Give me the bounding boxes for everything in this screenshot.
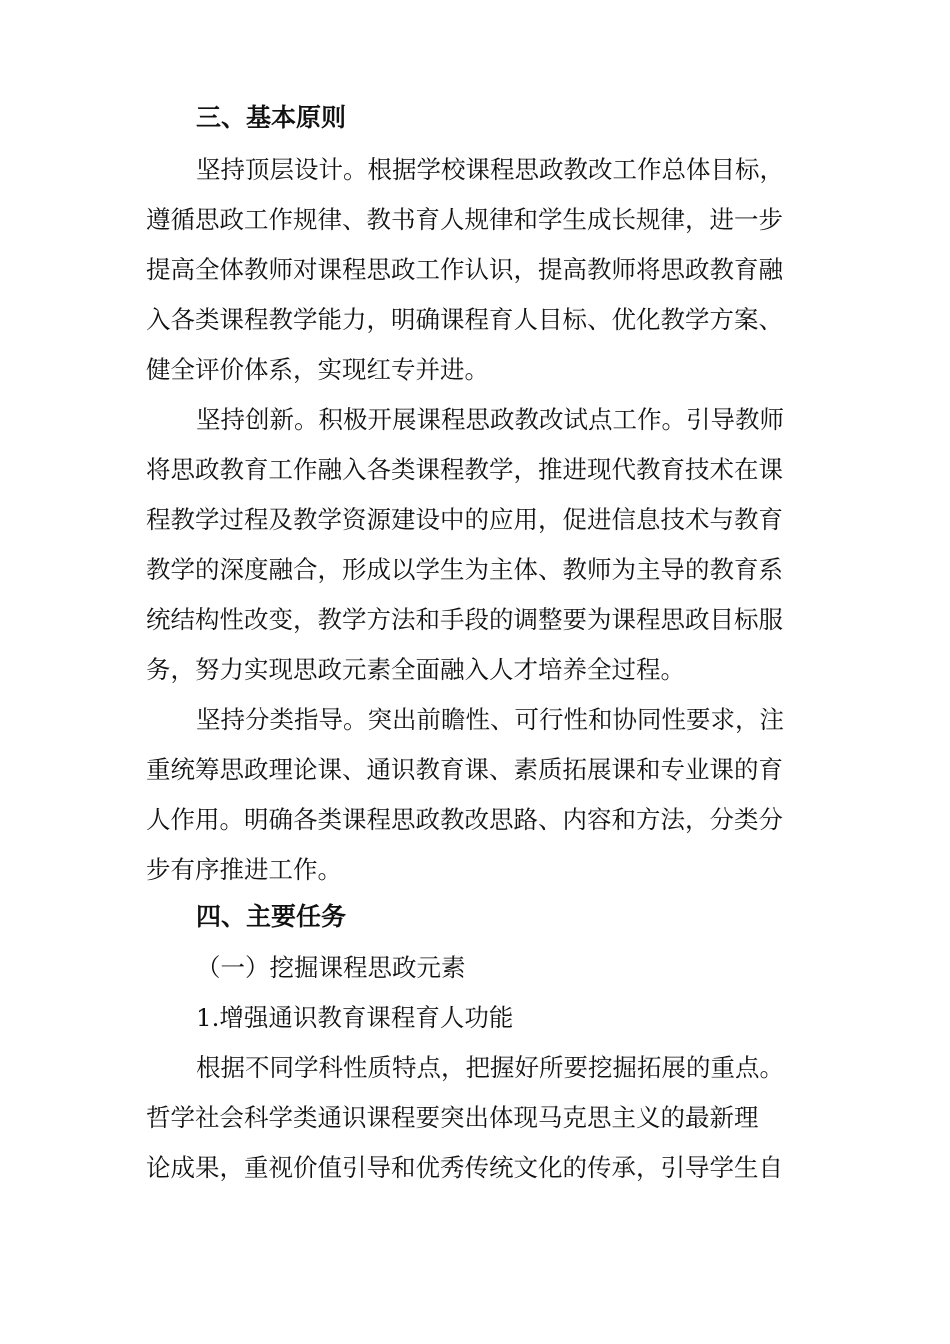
paragraph-line: 哲学社会科学类通识课程要突出体现马克思主义的最新理 [146, 1103, 759, 1132]
paragraph-line: 遵循思政工作规律、教书育人规律和学生成长规律，进一步 [146, 205, 783, 234]
paragraph-line: 健全评价体系，实现红专并进。 [146, 355, 489, 384]
section-heading-tasks: 四、主要任务 [196, 902, 347, 931]
paragraph-line: 根据不同学科性质特点，把握好所要挖掘拓展的重点。 [196, 1053, 784, 1082]
paragraph-line: 将思政教育工作融入各类课程教学，推进现代教育技术在课 [146, 455, 783, 484]
paragraph-line: 坚持顶层设计。根据学校课程思政教改工作总体目标， [196, 155, 784, 184]
paragraph-line: 论成果，重视价值引导和优秀传统文化的传承，引导学生自 [146, 1153, 783, 1182]
subsection-heading: （一）挖掘课程思政元素 [196, 953, 466, 982]
section-heading-principles: 三、基本原则 [196, 103, 347, 132]
paragraph-line: 入各类课程教学能力，明确课程育人目标、优化教学方案、 [146, 305, 783, 334]
paragraph-line: 提高全体教师对课程思政工作认识，提高教师将思政教育融 [146, 255, 783, 284]
paragraph-line: 重统筹思政理论课、通识教育课、素质拓展课和专业课的育 [146, 755, 783, 784]
paragraph-line: 坚持创新。积极开展课程思政教改试点工作。引导教师 [196, 405, 784, 434]
paragraph-line: 步有序推进工作。 [146, 855, 342, 884]
item-heading: 1.增强通识教育课程育人功能 [196, 1003, 514, 1032]
paragraph-line: 程教学过程及教学资源建设中的应用，促进信息技术与教育 [146, 505, 783, 534]
paragraph-line: 教学的深度融合，形成以学生为主体、教师为主导的教育系 [146, 555, 783, 584]
paragraph-line: 坚持分类指导。突出前瞻性、可行性和协同性要求，注 [196, 705, 784, 734]
paragraph-line: 务，努力实现思政元素全面融入人才培养全过程。 [146, 655, 685, 684]
paragraph-line: 人作用。明确各类课程思政教改思路、内容和方法，分类分 [146, 805, 783, 834]
paragraph-line: 统结构性改变，教学方法和手段的调整要为课程思政目标服 [146, 605, 783, 634]
